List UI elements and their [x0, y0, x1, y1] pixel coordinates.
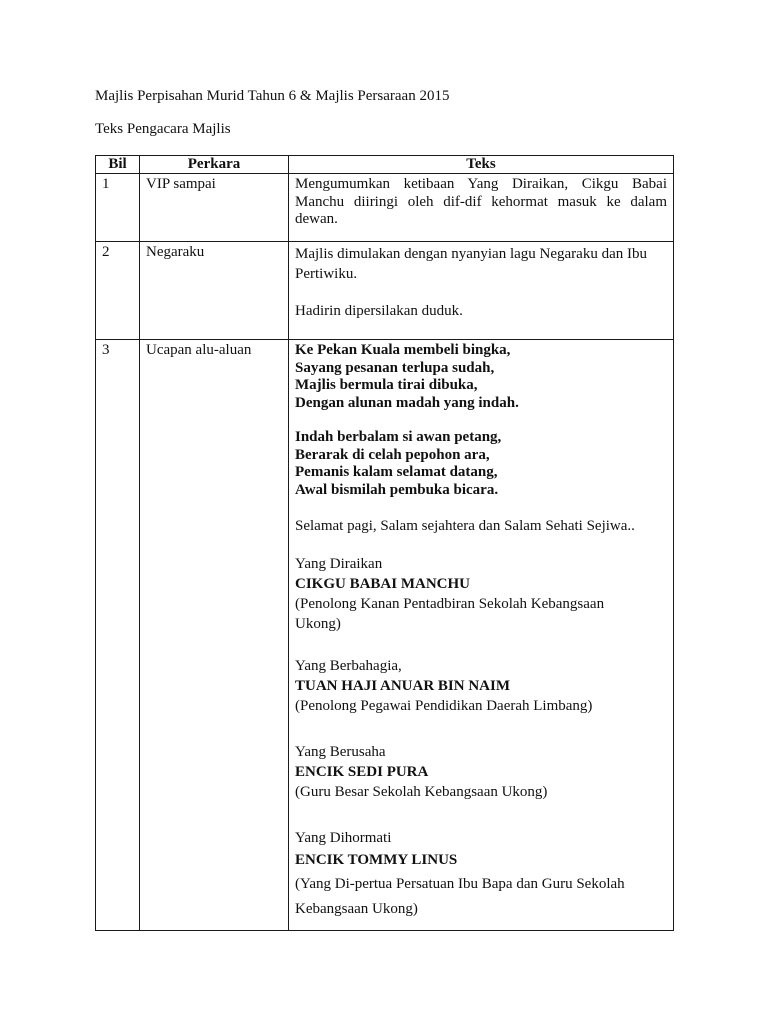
table-row	[96, 242, 674, 340]
cell-bil: 1	[96, 174, 140, 242]
teks-line: Pertiwiku.	[295, 266, 358, 282]
dignitary-honorific: Yang Dihormati	[295, 830, 392, 846]
document-title: Majlis Perpisahan Murid Tahun 6 & Majlis Persaraan 2015	[95, 88, 450, 104]
document-subtitle: Teks Pengacara Majlis	[95, 121, 231, 137]
pantun-stanza	[295, 342, 667, 412]
column-header-teks: Teks	[289, 156, 674, 174]
cell-perkara: Ucapan alu-aluan	[140, 340, 289, 931]
dignitary-block	[295, 656, 667, 716]
dignitary-role: (Penolong Kanan Pentadbiran Sekolah Kebangsaan	[295, 596, 605, 612]
program-table	[95, 155, 674, 931]
table-row	[96, 174, 674, 242]
cell-bil: 3	[96, 340, 140, 931]
cell-teks	[289, 174, 674, 242]
column-header-perkara: Perkara	[140, 156, 289, 174]
dignitary-role: (Guru Besar Sekolah Kebangsaan Ukong)	[295, 784, 548, 800]
pantun-line: Indah berbalam si awan petang,	[295, 429, 502, 445]
teks-line: Hadirin dipersilakan duduk.	[295, 303, 463, 319]
cell-perkara: VIP sampai	[140, 174, 289, 242]
table-row	[96, 340, 674, 931]
dignitary-honorific: Yang Diraikan	[295, 556, 383, 572]
pantun-line: Pemanis kalam selamat datang,	[295, 464, 498, 480]
teks-paragraph: Mengumumkan ketibaan Yang Diraikan, Cikgu Babai Manchu diiringi oleh dif-dif kehormat masuk ke dalam dewan.	[295, 176, 667, 227]
dignitary-role: (Yang Di-pertua Persatuan Ibu Bapa dan Guru Sekolah	[295, 876, 625, 892]
pantun-line: Majlis bermula tirai dibuka,	[295, 377, 478, 393]
greeting-line: Selamat pagi, Salam sejahtera dan Salam Sehati Sejiwa..	[295, 518, 635, 534]
dignitary-name: TUAN HAJI ANUAR BIN NAIM	[295, 678, 511, 694]
dignitary-honorific: Yang Berusaha	[295, 744, 386, 760]
dignitary-role: (Penolong Pegawai Pendidikan Daerah Limbang)	[295, 698, 593, 714]
dignitary-block	[295, 554, 667, 634]
dignitary-role: Kebangsaan Ukong)	[295, 901, 418, 917]
table-header-row	[96, 156, 674, 174]
pantun-line: Dengan alunan madah yang indah.	[295, 394, 519, 411]
cell-bil: 2	[96, 242, 140, 340]
cell-teks	[289, 242, 674, 340]
pantun-line: Sayang pesanan terlupa sudah,	[295, 359, 495, 376]
pantun-line: Berarak di celah pepohon ara,	[295, 446, 490, 463]
pantun-line: Ke Pekan Kuala membeli bingka,	[295, 342, 511, 358]
cell-perkara: Negaraku	[140, 242, 289, 340]
dignitary-honorific: Yang Berbahagia,	[295, 658, 402, 674]
dignitary-block	[295, 742, 667, 802]
dignitary-block	[295, 828, 667, 922]
pantun-line: Awal bismilah pembuka bicara.	[295, 481, 499, 498]
column-header-bil: Bil	[96, 156, 140, 174]
dignitary-role: Ukong)	[295, 616, 341, 632]
dignitary-name: ENCIK SEDI PURA	[295, 764, 429, 780]
dignitary-name: CIKGU BABAI MANCHU	[295, 576, 471, 592]
pantun-stanza	[295, 429, 667, 499]
teks-line: Majlis dimulakan dengan nyanyian lagu Negaraku dan Ibu	[295, 246, 647, 262]
dignitary-name: ENCIK TOMMY LINUS	[295, 852, 458, 868]
cell-teks	[289, 340, 674, 931]
